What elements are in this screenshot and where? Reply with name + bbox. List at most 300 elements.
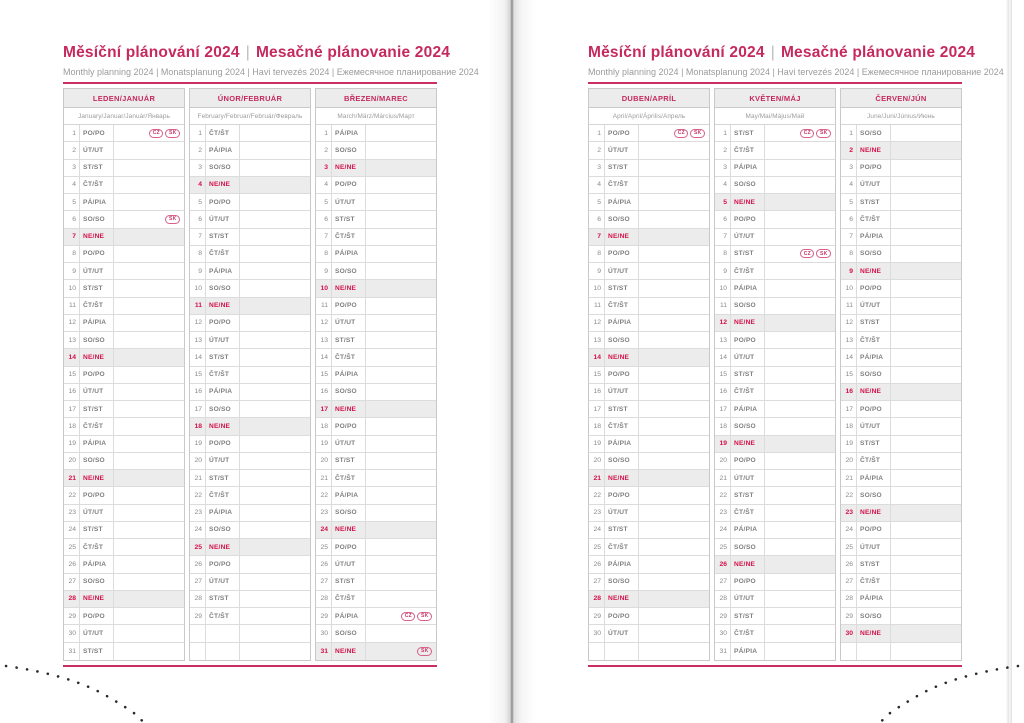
notes-cell	[639, 505, 709, 521]
day-row	[64, 194, 184, 211]
day-label: ÚT/UT	[80, 505, 114, 521]
day-row	[715, 608, 835, 625]
day-row	[316, 625, 436, 642]
notes-cell	[765, 643, 835, 660]
day-label: SO/SO	[605, 453, 639, 469]
day-row	[589, 229, 709, 246]
day-row	[190, 522, 310, 539]
notes-cell	[765, 142, 835, 158]
day-number: 28	[64, 591, 80, 607]
day-number: 28	[316, 591, 332, 607]
month-subtitle: May/Mai/Május/Май	[715, 108, 835, 125]
day-row	[316, 263, 436, 280]
day-row	[715, 160, 835, 177]
day-label: ČT/ŠT	[206, 246, 240, 262]
notes-cell	[639, 401, 709, 417]
day-number: 9	[64, 263, 80, 279]
notes-cell	[639, 367, 709, 383]
day-label: PO/PO	[605, 608, 639, 624]
day-number: 5	[64, 194, 80, 210]
day-label: ÚT/UT	[206, 574, 240, 590]
notes-cell	[891, 591, 961, 607]
month-title: BŘEZEN/MAREC	[316, 89, 436, 108]
day-label: ÚT/UT	[332, 315, 366, 331]
notes-cell	[639, 332, 709, 348]
day-label: PÁ/PIA	[332, 125, 366, 141]
day-row	[190, 125, 310, 142]
day-number: 21	[589, 470, 605, 486]
day-row	[589, 608, 709, 625]
day-label: ČT/ŠT	[731, 142, 765, 158]
day-label: ČT/ŠT	[605, 298, 639, 314]
day-label: PÁ/PIA	[206, 505, 240, 521]
day-row	[316, 332, 436, 349]
day-row	[316, 384, 436, 401]
day-number: 24	[190, 522, 206, 538]
day-label: NE/NE	[332, 401, 366, 417]
day-row	[841, 349, 961, 366]
day-label: ST/ST	[332, 332, 366, 348]
day-row	[841, 142, 961, 159]
day-number: 22	[316, 487, 332, 503]
day-number: 8	[841, 246, 857, 262]
day-number: 22	[190, 487, 206, 503]
notes-cell	[639, 643, 709, 660]
day-number: 4	[190, 177, 206, 193]
day-number: 1	[841, 125, 857, 141]
day-label: PO/PO	[80, 487, 114, 503]
day-label: PO/PO	[731, 574, 765, 590]
day-label: ÚT/UT	[605, 505, 639, 521]
day-number: 3	[316, 160, 332, 176]
day-label: PO/PO	[80, 367, 114, 383]
notes-cell	[639, 522, 709, 538]
day-row	[841, 539, 961, 556]
day-label: PO/PO	[857, 160, 891, 176]
day-row	[715, 556, 835, 573]
notes-cell	[366, 401, 436, 417]
day-number: 10	[841, 280, 857, 296]
day-label: SO/SO	[332, 384, 366, 400]
day-number: 5	[190, 194, 206, 210]
day-label: SO/SO	[332, 505, 366, 521]
notes-cell	[765, 608, 835, 624]
notes-cell	[240, 142, 310, 158]
day-number: 12	[64, 315, 80, 331]
day-label: NE/NE	[206, 539, 240, 555]
notes-cell	[891, 643, 961, 660]
day-row	[589, 539, 709, 556]
notes-cell	[114, 436, 184, 452]
day-number: 2	[589, 142, 605, 158]
notes-cell	[891, 211, 961, 227]
day-label: ÚT/UT	[731, 591, 765, 607]
day-row	[715, 298, 835, 315]
day-row	[64, 608, 184, 625]
day-number: 20	[589, 453, 605, 469]
notes-cell	[891, 522, 961, 538]
day-label: NE/NE	[206, 177, 240, 193]
day-label: ST/ST	[206, 591, 240, 607]
day-row	[316, 453, 436, 470]
day-row	[316, 591, 436, 608]
day-label: ÚT/UT	[206, 453, 240, 469]
day-row	[64, 591, 184, 608]
day-row	[64, 453, 184, 470]
day-number: 30	[841, 625, 857, 641]
day-number: 14	[316, 349, 332, 365]
day-row	[64, 470, 184, 487]
day-label: ST/ST	[605, 401, 639, 417]
day-label: ST/ST	[857, 556, 891, 572]
notes-cell	[114, 556, 184, 572]
notes-cell	[366, 608, 436, 624]
day-label: SO/SO	[332, 263, 366, 279]
day-label: PO/PO	[857, 522, 891, 538]
day-row	[190, 384, 310, 401]
notes-cell	[114, 505, 184, 521]
day-label: PÁ/PIA	[857, 591, 891, 607]
day-label: ČT/ŠT	[857, 211, 891, 227]
day-row	[64, 436, 184, 453]
notes-cell	[765, 453, 835, 469]
day-label: PÁ/PIA	[857, 229, 891, 245]
notes-cell	[366, 211, 436, 227]
day-label: ÚT/UT	[605, 625, 639, 641]
notes-cell	[765, 522, 835, 538]
day-number: 28	[589, 591, 605, 607]
day-number: 2	[316, 142, 332, 158]
notes-cell	[639, 229, 709, 245]
day-number: 26	[190, 556, 206, 572]
day-label: PO/PO	[605, 367, 639, 383]
day-label: ST/ST	[605, 160, 639, 176]
day-label: ČT/ŠT	[332, 349, 366, 365]
day-label: PO/PO	[80, 125, 114, 141]
holiday-badge-cz: CZ	[149, 129, 163, 138]
notes-cell	[765, 470, 835, 486]
notes-cell	[240, 280, 310, 296]
notes-cell	[240, 487, 310, 503]
notes-cell	[366, 487, 436, 503]
day-number: 12	[841, 315, 857, 331]
notes-cell	[240, 453, 310, 469]
page-subtitle: Monthly planning 2024 | Monatsplanung 2024 | Havi tervezés 2024 | Ежемесячное планирование 2024	[588, 67, 1004, 77]
day-row	[190, 487, 310, 504]
day-number: 15	[715, 367, 731, 383]
day-number: 29	[64, 608, 80, 624]
day-number: 9	[589, 263, 605, 279]
holiday-badge-sk: SK	[417, 647, 432, 656]
day-number	[190, 643, 206, 660]
notes-cell	[765, 211, 835, 227]
day-number: 16	[190, 384, 206, 400]
day-number: 20	[841, 453, 857, 469]
notes-cell	[891, 436, 961, 452]
day-label: PO/PO	[332, 298, 366, 314]
day-row	[589, 574, 709, 591]
day-row	[64, 418, 184, 435]
notes-cell	[366, 177, 436, 193]
day-label: PÁ/PIA	[731, 643, 765, 660]
day-label: ČT/ŠT	[332, 591, 366, 607]
notes-cell	[639, 263, 709, 279]
notes-cell	[891, 453, 961, 469]
day-number: 1	[316, 125, 332, 141]
day-number: 11	[316, 298, 332, 314]
day-label: PO/PO	[731, 453, 765, 469]
notes-cell	[765, 487, 835, 503]
notes-cell	[891, 280, 961, 296]
day-row	[316, 574, 436, 591]
day-row	[64, 522, 184, 539]
day-row	[715, 401, 835, 418]
day-row	[715, 229, 835, 246]
day-number: 27	[64, 574, 80, 590]
day-label: NE/NE	[80, 229, 114, 245]
day-row	[715, 574, 835, 591]
empty-row	[190, 625, 310, 642]
day-label: ČT/ŠT	[605, 177, 639, 193]
day-label: PO/PO	[206, 436, 240, 452]
day-number: 13	[589, 332, 605, 348]
day-label: ST/ST	[731, 367, 765, 383]
day-label: PO/PO	[206, 194, 240, 210]
notes-cell	[240, 418, 310, 434]
day-number: 8	[64, 246, 80, 262]
notes-cell	[240, 332, 310, 348]
day-label: PO/PO	[857, 401, 891, 417]
day-row	[316, 194, 436, 211]
notes-cell	[891, 177, 961, 193]
notes-cell	[639, 539, 709, 555]
month-june	[840, 88, 962, 661]
notes-cell	[765, 160, 835, 176]
day-label: ČT/ŠT	[731, 625, 765, 641]
notes-cell	[891, 625, 961, 641]
day-row	[841, 453, 961, 470]
day-label: ST/ST	[80, 280, 114, 296]
notes-cell	[639, 384, 709, 400]
day-label: ST/ST	[332, 453, 366, 469]
notes-cell	[240, 263, 310, 279]
day-row	[589, 401, 709, 418]
notes-cell	[765, 401, 835, 417]
day-label: ST/ST	[80, 522, 114, 538]
notes-cell	[240, 177, 310, 193]
day-number: 29	[316, 608, 332, 624]
month-april	[588, 88, 710, 661]
day-row	[715, 194, 835, 211]
month-title: ÚNOR/FEBRUÁR	[190, 89, 310, 108]
day-label: ÚT/UT	[80, 142, 114, 158]
day-row	[589, 177, 709, 194]
day-row	[64, 142, 184, 159]
day-label: ÚT/UT	[605, 142, 639, 158]
day-row	[316, 556, 436, 573]
notes-cell	[114, 453, 184, 469]
day-row	[841, 246, 961, 263]
day-row	[190, 263, 310, 280]
notes-cell	[366, 246, 436, 262]
day-row	[316, 643, 436, 660]
day-number: 3	[190, 160, 206, 176]
notes-cell	[891, 194, 961, 210]
day-label: ST/ST	[206, 470, 240, 486]
day-row	[190, 505, 310, 522]
month-subtitle: March/März/Március/Март	[316, 108, 436, 125]
notes-cell	[891, 298, 961, 314]
day-label: PÁ/PIA	[332, 487, 366, 503]
day-label: NE/NE	[332, 643, 366, 660]
notes-cell	[639, 315, 709, 331]
day-row	[190, 418, 310, 435]
day-label: PO/PO	[206, 556, 240, 572]
notes-cell	[639, 298, 709, 314]
day-number: 16	[715, 384, 731, 400]
day-number: 9	[841, 263, 857, 279]
day-number: 24	[589, 522, 605, 538]
day-number: 24	[715, 522, 731, 538]
day-label: SO/SO	[332, 625, 366, 641]
day-label: ÚT/UT	[605, 263, 639, 279]
bottom-rule	[588, 665, 962, 667]
notes-cell	[240, 625, 310, 641]
notes-cell	[639, 418, 709, 434]
day-row	[190, 280, 310, 297]
notes-cell	[639, 177, 709, 193]
day-label	[206, 625, 240, 641]
day-label: ÚT/UT	[857, 539, 891, 555]
day-rows	[589, 125, 709, 660]
day-label: ČT/ŠT	[731, 384, 765, 400]
day-label: ST/ST	[605, 522, 639, 538]
day-number: 6	[589, 211, 605, 227]
notes-cell	[114, 211, 184, 227]
day-row	[316, 436, 436, 453]
day-number: 23	[715, 505, 731, 521]
notes-cell	[240, 194, 310, 210]
notes-cell	[114, 194, 184, 210]
day-number: 18	[64, 418, 80, 434]
day-label: ÚT/UT	[332, 436, 366, 452]
day-label: PÁ/PIA	[605, 436, 639, 452]
day-label: SO/SO	[731, 539, 765, 555]
day-label: ČT/ŠT	[605, 539, 639, 555]
notes-cell	[366, 194, 436, 210]
day-label: SO/SO	[80, 332, 114, 348]
day-number: 23	[190, 505, 206, 521]
day-number: 27	[841, 574, 857, 590]
notes-cell	[366, 280, 436, 296]
day-number: 7	[715, 229, 731, 245]
holiday-badge-sk: SK	[816, 249, 831, 258]
day-label: ČT/ŠT	[206, 367, 240, 383]
day-label: ČT/ŠT	[206, 125, 240, 141]
day-label: SO/SO	[857, 125, 891, 141]
day-row	[190, 470, 310, 487]
day-label: ÚT/UT	[857, 177, 891, 193]
day-row	[316, 211, 436, 228]
notes-cell	[240, 384, 310, 400]
day-row	[589, 349, 709, 366]
day-label: PO/PO	[605, 125, 639, 141]
day-label: NE/NE	[605, 229, 639, 245]
day-row	[715, 522, 835, 539]
day-number: 2	[64, 142, 80, 158]
notes-cell	[366, 125, 436, 141]
day-label: SO/SO	[731, 298, 765, 314]
day-row	[190, 142, 310, 159]
day-number: 12	[715, 315, 731, 331]
day-label: ST/ST	[206, 349, 240, 365]
notes-cell	[240, 246, 310, 262]
day-number: 15	[589, 367, 605, 383]
notes-cell	[639, 280, 709, 296]
notes-cell	[891, 608, 961, 624]
day-label: SO/SO	[605, 211, 639, 227]
day-label: NE/NE	[332, 280, 366, 296]
day-number: 28	[841, 591, 857, 607]
notes-cell	[366, 349, 436, 365]
notes-cell	[765, 436, 835, 452]
day-label: ČT/ŠT	[80, 539, 114, 555]
day-number: 12	[316, 315, 332, 331]
day-number: 3	[589, 160, 605, 176]
notes-cell	[240, 315, 310, 331]
day-number: 5	[715, 194, 731, 210]
notes-cell	[765, 625, 835, 641]
day-number: 5	[316, 194, 332, 210]
month-subtitle: February/Februar/Február/Февраль	[190, 108, 310, 125]
day-label: ČT/ŠT	[857, 453, 891, 469]
day-number: 23	[841, 505, 857, 521]
day-label: PÁ/PIA	[206, 384, 240, 400]
day-label: ST/ST	[731, 608, 765, 624]
notes-cell	[891, 332, 961, 348]
day-number: 31	[715, 643, 731, 660]
notes-cell	[114, 263, 184, 279]
day-label: SO/SO	[206, 522, 240, 538]
day-label	[605, 643, 639, 660]
notes-cell	[240, 401, 310, 417]
day-number: 18	[589, 418, 605, 434]
day-number: 14	[715, 349, 731, 365]
day-row	[64, 384, 184, 401]
day-number: 12	[190, 315, 206, 331]
notes-cell	[240, 505, 310, 521]
notes-cell	[639, 470, 709, 486]
day-number: 25	[190, 539, 206, 555]
notes-cell	[639, 556, 709, 572]
day-row	[316, 505, 436, 522]
day-row	[190, 608, 310, 625]
day-number: 17	[841, 401, 857, 417]
day-number: 23	[589, 505, 605, 521]
day-label: PÁ/PIA	[80, 194, 114, 210]
notes-cell	[891, 367, 961, 383]
day-label: PÁ/PIA	[332, 367, 366, 383]
notes-cell	[114, 418, 184, 434]
holiday-badge-cz: CZ	[800, 249, 814, 258]
day-label: NE/NE	[731, 194, 765, 210]
notes-cell	[765, 384, 835, 400]
day-row	[316, 160, 436, 177]
day-label: PO/PO	[332, 177, 366, 193]
day-label: ÚT/UT	[206, 332, 240, 348]
day-number: 11	[64, 298, 80, 314]
day-number: 15	[64, 367, 80, 383]
